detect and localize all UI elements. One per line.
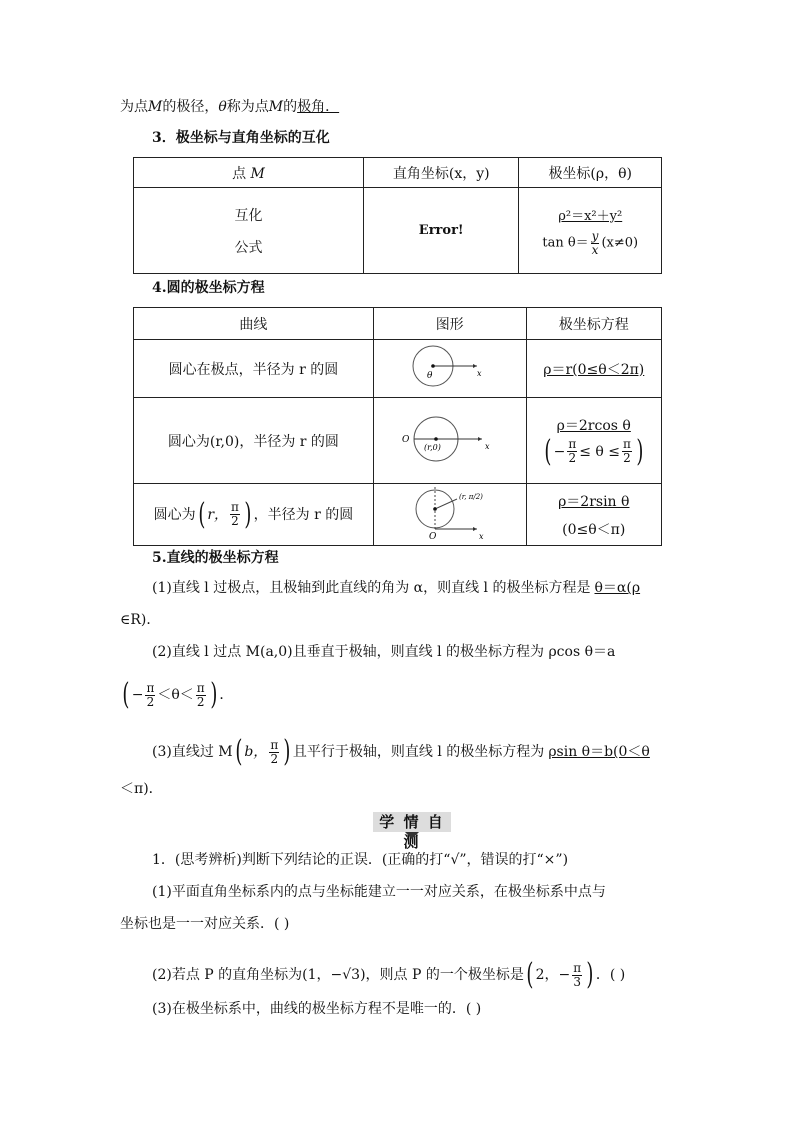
svg-text:θ: θ: [426, 370, 433, 381]
header-curve: 曲线: [134, 308, 374, 340]
header-point: 点 M: [134, 158, 364, 188]
svg-text:O: O: [428, 531, 437, 541]
row3-text: 圆心为( r， $\frac{\pi}{2}$ ) ，半径为 r 的圆: [134, 484, 374, 546]
self-test-badge: 学 情 自 测: [373, 812, 451, 832]
circle-at-pole-figure: [405, 342, 495, 392]
formula-cell: [519, 188, 662, 274]
row2-equation: ρ＝2rcos θ ( − $\frac{\pi}{2}$ ≤ θ ≤ $\frac{\pi}{2}$ ): [526, 398, 661, 484]
text: 的极径，: [162, 99, 219, 115]
circle-table: [133, 307, 662, 546]
var-m: M: [148, 99, 163, 115]
answer-blank: 极角．: [297, 99, 340, 115]
var-theta: θ: [218, 99, 227, 115]
row3-figure: [373, 484, 526, 546]
line-item-2: (2)直线 l 过点 M(a,0)且垂直于极轴，则直线 l 的极坐标方程为 ρcos θ＝a: [152, 644, 616, 660]
section-4-title: 4.圆的极坐标方程: [152, 280, 265, 296]
question-1-item-1: (1)平面直角坐标系内的点与坐标能建立一一对应关系，在极坐标系中点与: [152, 884, 606, 900]
header-rect: 直角坐标(x，y): [363, 158, 518, 188]
question-1-item-2: (2)若点 P 的直角坐标为(1，−√3)，则点 P 的一个极坐标是( 2，− $\frac{\pi}{3}$ ) ．( ): [152, 957, 626, 992]
svg-text:x: x: [478, 531, 484, 541]
line-item-3-cont: ＜π)．: [120, 781, 163, 797]
svg-text:(r, π/2): (r, π/2): [458, 492, 483, 501]
formula-1: ρ²＝x²＋y²: [558, 208, 623, 224]
row-label: 互化 公式: [134, 188, 364, 274]
question-1-item-3: (3)在极坐标系中，曲线的极坐标方程不是唯一的．( ): [152, 1001, 482, 1017]
header-equation: 极坐标方程: [526, 308, 661, 340]
row2-text: 圆心为(r,0)，半径为 r 的圆: [134, 398, 374, 484]
question-1-item-1-cont: 坐标也是一一对应关系．( ): [120, 916, 290, 932]
section-3-title: 3．极坐标与直角坐标的互化: [152, 130, 330, 146]
error-cell: Error!: [363, 188, 518, 274]
intro-line: [120, 100, 339, 114]
row1-equation: ρ＝r(0≤θ＜2π): [526, 340, 661, 398]
circle-center-r-pi2-figure: [405, 485, 495, 541]
line-item-1: (1)直线 l 过极点，且极轴到此直线的角为 α，则直线 l 的极坐标方程是 θ＝α(ρ: [152, 580, 641, 596]
row1-figure: [373, 340, 526, 398]
header-figure: 图形: [373, 308, 526, 340]
svg-text:O: O: [401, 434, 410, 445]
row1-text: 圆心在极点，半径为 r 的圆: [134, 340, 374, 398]
row3-equation: ρ＝2rsin θ (0≤θ＜π): [526, 484, 661, 546]
section-5-title: 5.直线的极坐标方程: [152, 550, 279, 566]
line-item-1-cont: ∈R)．: [120, 612, 161, 628]
svg-text:x: x: [484, 441, 490, 451]
svg-text:(r,0): (r,0): [423, 442, 441, 452]
conversion-table: [133, 157, 662, 274]
line-item-2-cond: ( − $\frac{\pi}{2}$ ＜θ＜ $\frac{\pi}{2}$ ) ．: [122, 677, 234, 712]
row2-figure: [373, 398, 526, 484]
text: 的: [283, 99, 298, 115]
badge-arrow-icon: [405, 832, 419, 839]
text: 为点: [120, 99, 148, 115]
circle-center-r0-figure: [400, 409, 500, 469]
question-1-stem: 1．(思考辨析)判断下列结论的正误．(正确的打“√”，错误的打“×”): [152, 852, 569, 868]
line-item-3: (3)直线过 M( b， $\frac{\pi}{2}$ ) 且平行于极轴，则直线 l 的极坐标方程为 ρsin θ＝b(0＜θ: [152, 734, 650, 769]
text: 称为点: [226, 99, 269, 115]
formula-2: tan θ＝ $\frac{y}{x}$ (x≠0): [542, 228, 639, 257]
var-m: M: [268, 99, 284, 115]
header-polar: 极坐标(ρ，θ): [519, 158, 662, 188]
svg-text:x: x: [476, 368, 482, 378]
